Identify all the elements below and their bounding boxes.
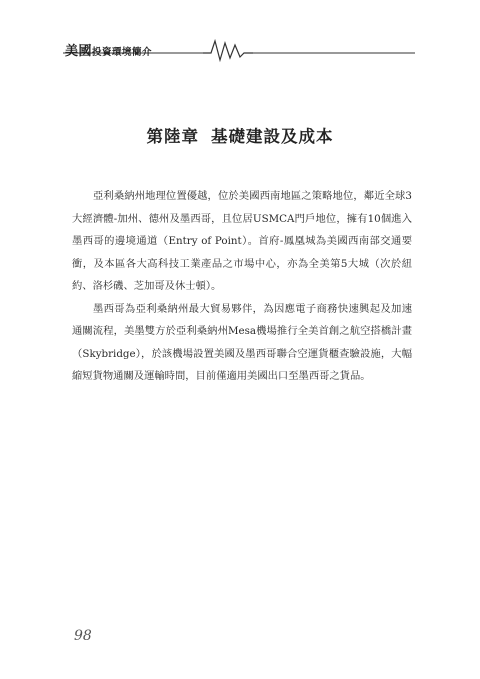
page-number: 98 xyxy=(74,628,92,644)
running-header-title-main: 美國 xyxy=(65,44,93,59)
running-header-title xyxy=(65,40,152,59)
running-header-title-sub: 投資環境簡介 xyxy=(92,47,153,58)
chapter-title: 基礎建設及成本 xyxy=(211,127,334,146)
paragraph-2: 墨西哥為亞利桑納州最大貿易夥伴，為因應電子商務快速興起及加速通關流程，美墨雙方於亞利桑納州Mesa機場推行全美首創之航空搭橋計畫（Skybridge），於該機場設置美國及墨西哥聯合空運貨櫃查驗設施，大幅縮短貨物通關及運輸時間，目前僅適用美國出口至墨西哥之貨品。 xyxy=(72,302,412,382)
paragraph-1: 亞利桑納州地理位置優越，位於美國西南地區之策略地位，鄰近全球3大經濟體-加州、德州及墨西哥，且位居USMCA門戶地位，擁有10個進入墨西哥的邊境通道（Entry of Point）。首府-鳳凰城為美國西南部交通要衝，及本區各大高科技工業產品之市場中心，亦為全美第5大城（次於紐約、洛杉磯、芝加哥及休士頓）。 xyxy=(72,190,412,292)
running-header xyxy=(63,36,423,64)
chapter-heading xyxy=(0,123,480,147)
chapter-number: 第陸章 xyxy=(146,127,199,146)
body-text xyxy=(72,185,412,388)
